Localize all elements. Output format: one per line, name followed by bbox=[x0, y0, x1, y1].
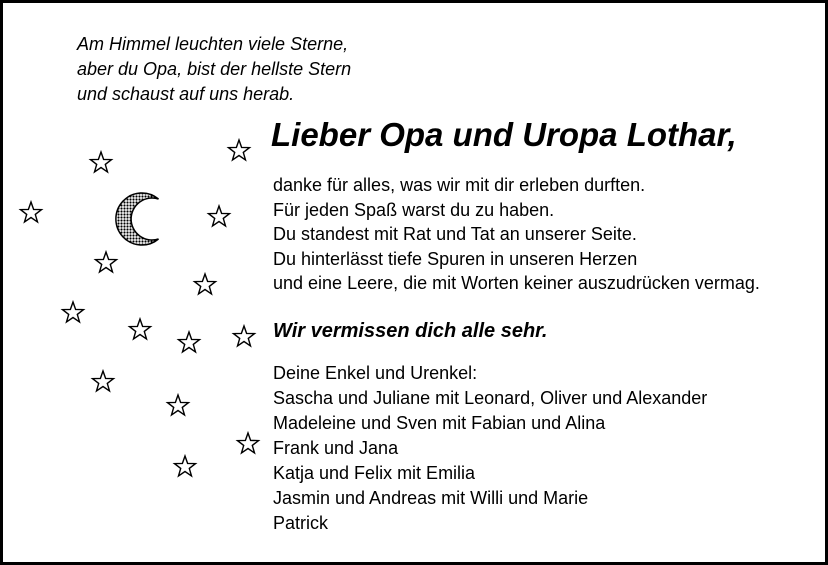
star-icon bbox=[234, 326, 255, 346]
star-icon bbox=[168, 395, 189, 415]
star-icon bbox=[179, 332, 200, 352]
thanks-line: Du hinterlässt tiefe Spuren in unseren Herzen bbox=[273, 248, 638, 269]
star-icon bbox=[91, 152, 112, 172]
family-line: Jasmin und Andreas mit Willi und Marie bbox=[273, 488, 589, 508]
family-line: Katja und Felix mit Emilia bbox=[273, 463, 476, 483]
notice-title: Lieber Opa und Uropa Lothar, bbox=[271, 116, 737, 153]
thanks-line: Für jeden Spaß warst du zu haben. bbox=[273, 199, 555, 220]
star-icon bbox=[238, 433, 259, 453]
star-icon bbox=[21, 202, 42, 222]
poem-line: aber du Opa, bist der hellste Stern bbox=[77, 59, 352, 79]
star-icon bbox=[130, 319, 151, 339]
star-icon bbox=[195, 274, 216, 294]
closing-line: Wir vermissen dich alle sehr. bbox=[273, 320, 548, 342]
family-line: Frank und Jana bbox=[273, 438, 399, 458]
family-line: Sascha und Juliane mit Leonard, Oliver und Alexander bbox=[273, 388, 708, 408]
star-icon bbox=[63, 302, 84, 322]
poem-line: Am Himmel leuchten viele Sterne, bbox=[77, 34, 349, 54]
star-icon bbox=[175, 456, 196, 476]
thanks-line: und eine Leere, die mit Worten keiner auszudrücken vermag. bbox=[273, 273, 760, 293]
family-line: Patrick bbox=[273, 513, 329, 533]
family-heading: Deine Enkel und Urenkel: bbox=[273, 363, 478, 383]
thanks-line: danke für alles, was wir mit dir erleben durften. bbox=[273, 175, 646, 195]
crescent-moon-icon bbox=[116, 193, 159, 245]
star-icon bbox=[209, 206, 230, 226]
family-line: Madeleine und Sven mit Fabian und Alina bbox=[273, 413, 606, 433]
star-icon bbox=[229, 140, 250, 160]
thanks-line: Du standest mit Rat und Tat an unserer Seite. bbox=[273, 224, 637, 244]
thanks-paragraph bbox=[273, 173, 760, 296]
star-icon bbox=[96, 252, 117, 272]
poem-line: und schaust auf uns herab. bbox=[77, 84, 295, 104]
star-icon bbox=[93, 371, 114, 391]
opening-poem bbox=[77, 32, 351, 107]
family-signature bbox=[273, 361, 707, 536]
